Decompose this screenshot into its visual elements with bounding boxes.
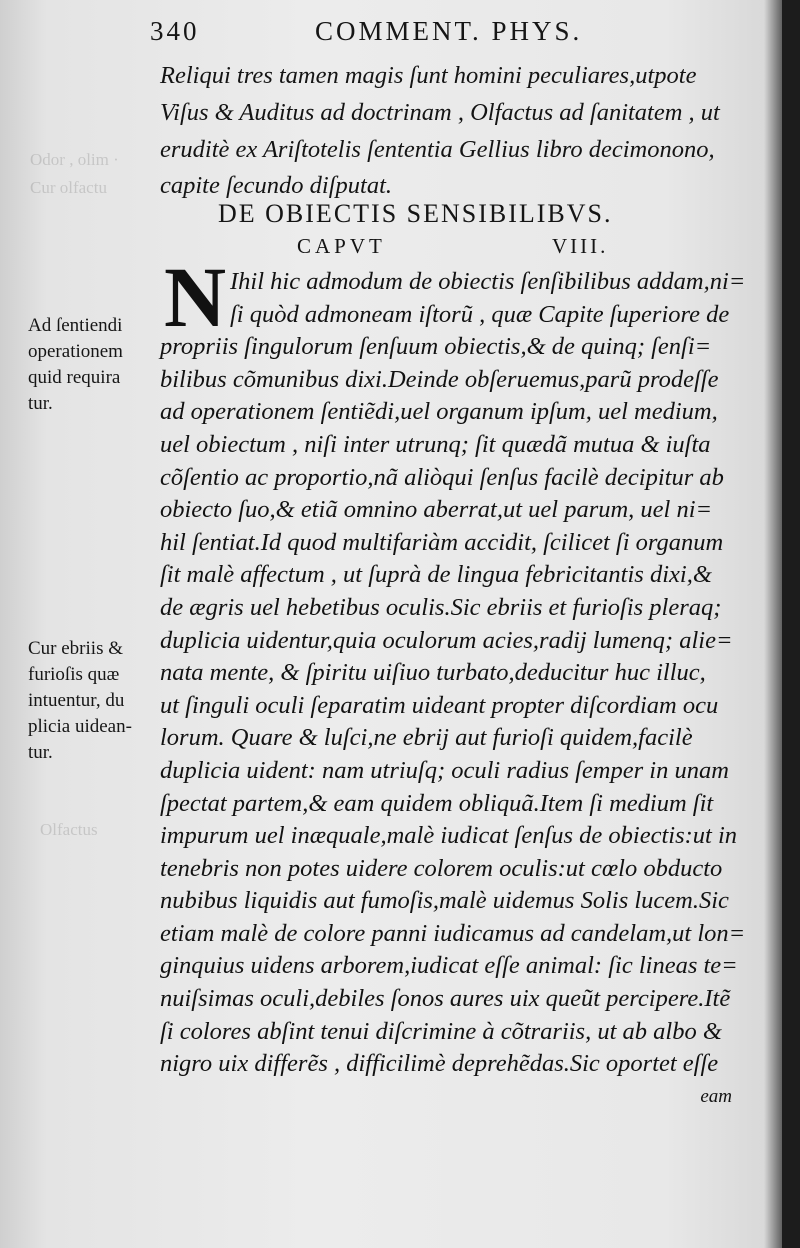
text-line: Reliqui tres tamen magis ſunt homini peculiares,utpote [160,62,697,89]
text-line: obiecto ſuo,& etiã omnino aberrat,ut uel parum, uel ni= [160,496,713,524]
text-line: nata mente, & ſpiritu uiſiuo turbato,deducitur huc illuc, [160,659,706,687]
page-header [150,16,650,50]
text-line: duplicia uident: nam utriuſq; oculi radius ſemper in unam [160,756,729,784]
margin-note-line: tur. [28,742,53,763]
text-line: ut ſinguli oculi ſeparatim uideant propter diſcordiam ocu [160,691,719,719]
margin-note-line: Cur ebriis & [28,638,123,659]
text-line: capite ſecundo diſputat. [160,172,393,200]
text-line: hil ſentiat.Id quod multifariàm accidit, ſcilicet ſi organum [160,528,724,556]
text-line: uel obiectum , niſi inter utrunq; ſit quædã mutua & iuſta [160,430,711,458]
text-line: etiam malè de colore panni iudicamus ad candelam,ut lon= [160,919,746,947]
page-number: 340 [150,16,200,46]
margin-note-line: furioſis quæ [28,664,120,685]
catchword: eam [700,1085,732,1107]
page-edge-shadow [764,0,782,1248]
show-through-text: Olfactus [40,820,98,839]
show-through-text: Cur olfactu [30,178,107,197]
main-paragraph [160,266,760,1113]
margin-note [28,313,160,417]
running-title: COMMENT. PHYS. [315,16,583,46]
text-line: ginquius uidens arborem,iudicat eſſe animal: ſic lineas te= [160,952,738,980]
text-line: nubibus liquidis aut fumoſis,malè uidemus Solis lucem.Sic [160,887,729,915]
text-line: bilibus cõmunibus dixi.Deinde obſeruemus,parũ prodeſſe [160,365,719,393]
drop-capital: N [164,249,227,345]
text-line: cõſentio ac proportio,nã aliòqui ſenſus facilè decipitur ab [160,463,724,491]
margin-note-line: plicia uidean- [28,716,132,737]
text-line: nuiſsimas oculi,debiles ſonos aures uix queũt percipere.Itẽ [160,985,731,1013]
text-line: lorum. Quare & luſci,ne ebrij aut furioſi quidem,facilè [160,724,693,752]
text-line: propriis ſingulorum ſenſuum obiectis,& de quinq; ſenſi= [160,333,712,361]
text-line: ſit malè affectum , ut ſuprà de lingua febricitantis dixi,& [160,561,712,589]
text-line: nigro uix differẽs , difficilimè deprehẽdas.Sic oportet eſſe [160,1050,719,1078]
text-line: tenebris non potes uidere colorem oculis:ut cœlo obducto [160,854,723,882]
opening-paragraph [160,58,760,205]
margin-note-line: Ad ſentiendi [28,315,123,336]
margin-note-line: tur. [28,393,53,414]
text-line: ſi quòd admoneam iſtorũ , quæ Capite ſuperiore de [230,300,730,328]
margin-note [28,636,160,766]
show-through-text: Odor , olim · [30,150,119,169]
text-line: Viſus & Auditus ad doctrinam , Olfactus ad ſanitatem , ut [160,98,720,126]
margin-note-line: operationem [28,341,123,362]
text-line: eruditè ex Ariſtotelis ſententia Gellius libro decimonono, [160,135,715,163]
margin-note-line: intuentur, du [28,690,125,711]
chapter-label: CAPVT [297,234,386,258]
text-line: impurum uel inæquale,malè iudicat ſenſus de obiectis:ut in [160,822,738,850]
margin-note-line: quid requira [28,367,121,388]
text-line: ſpectat partem,& eam quidem obliquã.Item ſi medium ſit [160,789,714,817]
chapter-number: VIII. [552,234,609,258]
text-line: ſi colores abſint tenui diſcrimine à cõtrariis, ut ab albo & [160,1017,722,1045]
text-line: de ægris uel hebetibus oculis.Sic ebriis et furioſis pleraq; [160,593,722,621]
text-line: duplicia uidentur,quia oculorum acies,radij lumenq; alie= [160,626,733,654]
section-heading: DE OBIECTIS SENSIBILIBVS. [218,199,613,228]
text-line: ad operationem ſentiẽdi,uel organum ipſum, uel medium, [160,398,718,426]
text-line: Ihil hic admodum de obiectis ſenſibilibus addam,ni= [230,268,746,295]
